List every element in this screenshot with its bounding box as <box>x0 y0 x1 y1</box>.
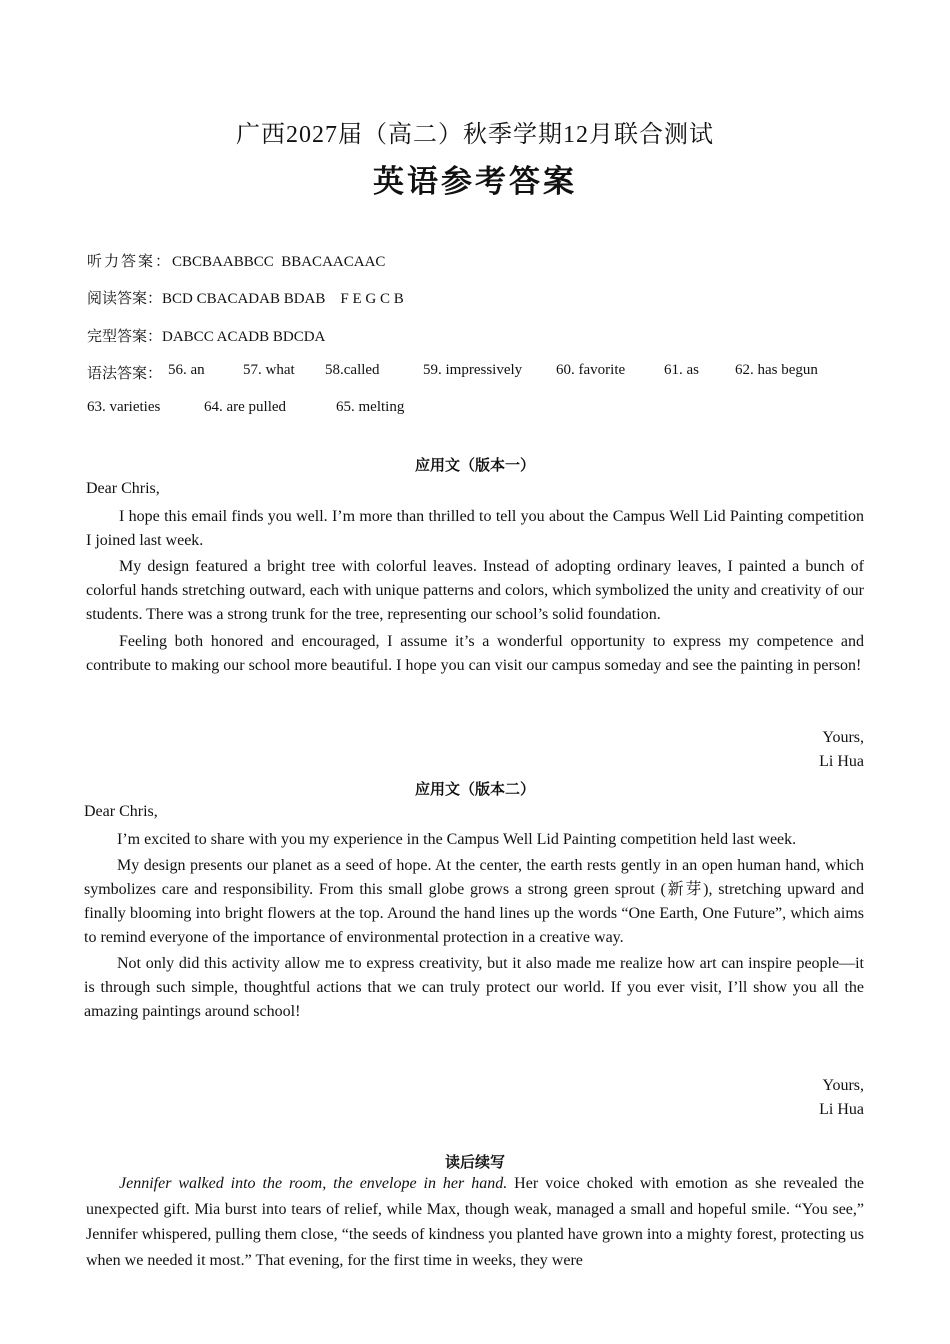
continuation-paragraph <box>86 1171 864 1273</box>
version2-letter <box>84 800 864 1024</box>
version2-paragraph: My design presents our planet as a seed of hope. At the center, the earth rests gently in an open human hand, which symbolizes care and responsibility. From this small globe grows a strong green sprout (新芽), stretching upward and finally blooming into bright flowers at the top. Around the hand lines up the words “One Earth, One Future”, which aims to remind everyone of the importance of environmental protection in a creative way. <box>84 857 864 946</box>
version2-signature: Li Hua <box>819 1101 864 1118</box>
version1-paragraph: My design featured a bright tree with colorful leaves. Instead of adopting ordinary leaves, I painted a bunch of colorful hands stretching outward, each with unique patterns and colors, which symbolized the unity and creativity of our students. There was a strong trunk for the tree, representing our school’s solid foundation. <box>86 558 864 623</box>
continuation-title: 读后续写 <box>444 1153 505 1171</box>
version2-paragraph: Not only did this activity allow me to express creativity, but it also made me realize how art can inspire people—it is through such simple, thoughtful actions that we can truly protect our world. If you ever visit, I’ll show you all the amazing paintings around school! <box>84 955 864 1020</box>
listening-answers <box>87 250 385 271</box>
cloze-value: DABCC ACADB BDCDA <box>162 329 326 345</box>
reading-answers <box>87 287 404 308</box>
grammar-item: 64. are pulled <box>204 399 287 415</box>
grammar-item: 62. has begun <box>735 362 818 378</box>
grammar-item: 61. as <box>664 362 699 378</box>
version1-salutation: Dear Chris, <box>86 480 160 497</box>
grammar-item: 60. favorite <box>556 362 626 378</box>
version2-title: 应用文（版本二） <box>414 780 535 798</box>
grammar-item: 65. melting <box>336 399 405 415</box>
version1-paragraph: I hope this email finds you well. I’m more than thrilled to tell you about the Campus Well Lid Painting competition I joined last week. <box>86 508 864 549</box>
version2-closing: Yours, <box>822 1077 864 1094</box>
reading-value: BCD CBACADAB BDAB F E G C B <box>162 291 404 307</box>
grammar-label: 语法答案： <box>87 366 163 382</box>
listening-value: CBCBAABBCC BBACAACAAC <box>172 254 386 270</box>
version1-letter <box>86 477 864 678</box>
exam-title: 广西2027届（高二）秋季学期12月联合测试 <box>236 122 714 148</box>
reading-label: 阅读答案： <box>87 291 163 307</box>
version1-title: 应用文（版本一） <box>414 456 535 474</box>
version1-signature: Li Hua <box>819 753 864 770</box>
cloze-label: 完型答案： <box>87 329 163 345</box>
continuation-body: Her voice choked with emotion as she revealed the unexpected gift. Mia burst into tears of relief, while Max, though weak, managed a small and hopeful smile. “You see,” Jennifer whispered, pulling them close, “the seeds of kindness you planted have grown into a mighty forest, protecting us when we needed it most.” That evening, for the first time in weeks, they were <box>86 1175 864 1269</box>
grammar-item: 63. varieties <box>87 399 161 415</box>
version2-salutation: Dear Chris, <box>84 803 158 820</box>
grammar-item: 59. impressively <box>423 362 523 378</box>
grammar-item: 56. an <box>168 362 205 378</box>
answer-key-title: 英语参考答案 <box>373 164 577 200</box>
continuation-text <box>86 1171 864 1273</box>
continuation-italic-lead: Jennifer walked into the room, the envelope in her hand. <box>119 1175 508 1192</box>
version2-paragraph: I’m excited to share with you my experience in the Campus Well Lid Painting competition held last week. <box>117 831 797 848</box>
listening-label: 听力答案： <box>87 254 173 270</box>
version1-closing: Yours, <box>822 729 864 746</box>
grammar-item: 58.called <box>325 362 380 378</box>
grammar-item: 57. what <box>243 362 295 378</box>
grammar-answers <box>87 362 162 383</box>
cloze-answers <box>87 325 325 346</box>
version1-paragraph: Feeling both honored and encouraged, I assume it’s a wonderful opportunity to express my competence and contribute to making our school more beautiful. I hope you can visit our campus someday and see the painting in person! <box>86 633 864 674</box>
